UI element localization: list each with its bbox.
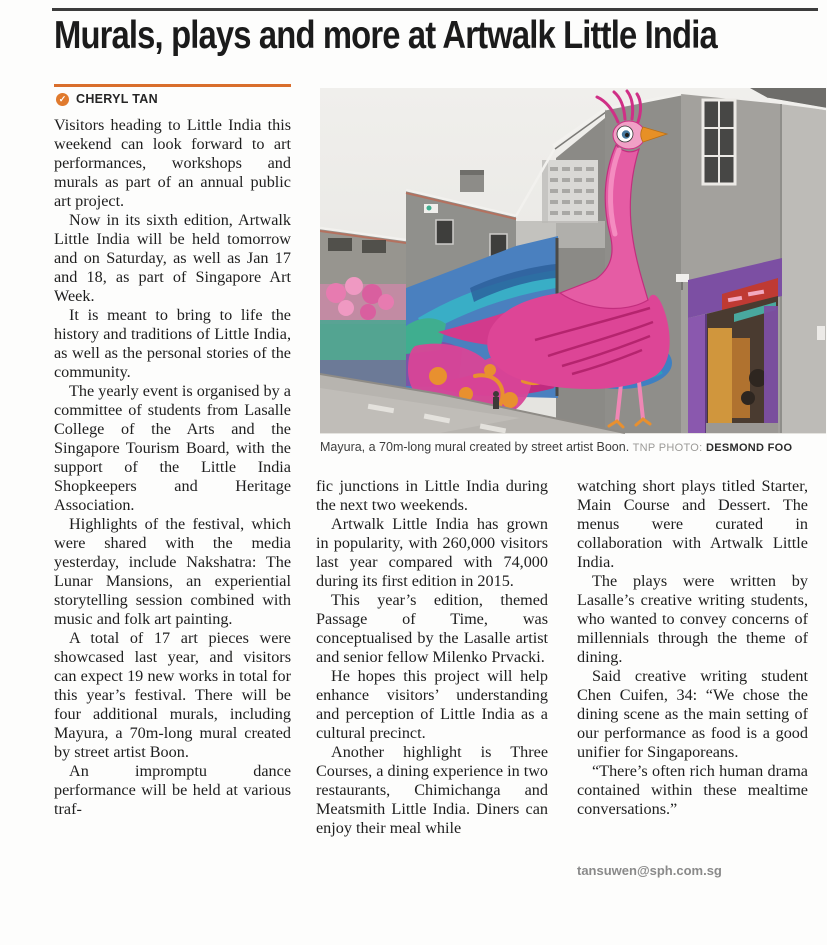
byline-rule <box>54 84 291 87</box>
paragraph: Another highlight is Three Courses, a dining experience in two restaurants, Chimichanga and Meatsmith Little India. Diners can enjoy their meal while <box>316 743 548 837</box>
byline <box>56 92 158 106</box>
byline-name: CHERYL TAN <box>76 92 158 106</box>
paragraph: An impromptu dance performance will be held at various traf- <box>54 762 291 818</box>
paragraph: “There’s often rich human drama contained within these mealtime conversations.” <box>577 762 808 818</box>
paragraph: This year’s edition, themed Passage of Time, was conceptualised by the Lasalle artist and senior fellow Milenko Prvacki. <box>316 591 548 666</box>
column-right-text <box>577 477 808 819</box>
mural-photo <box>320 88 826 434</box>
photo-caption <box>320 440 826 454</box>
paragraph: Artwalk Little India has grown in popularity, with 260,000 visitors last year compared with 74,000 during its first edition in 2015. <box>316 515 548 590</box>
page-title: Murals, plays and more at Artwalk Little India <box>54 14 717 57</box>
paragraph: The plays were written by Lasalle’s creative writing students, who wanted to convey concerns of millennials through the theme of dining. <box>577 572 808 666</box>
paragraph: Now in its sixth edition, Artwalk Little India will be held tomorrow and on Saturday, as well as Jan 17 and 18, as part of Singapore Art Week. <box>54 211 291 305</box>
column-middle <box>316 477 548 838</box>
column-left <box>54 116 291 819</box>
column-right <box>577 477 808 878</box>
photo-block <box>320 88 826 454</box>
paragraph: Highlights of the festival, which were shared with the media yesterday, include Nakshatra: The Lunar Mansions, an experiential storytelling session combined with music and folk art painting. <box>54 515 291 628</box>
paragraph: The yearly event is organised by a committee of students from Lasalle College of the Arts and the Singapore Tourism Board, with the support of the Little India Shopkeepers and Heritage Association. <box>54 382 291 514</box>
paragraph: Visitors heading to Little India this weekend can look forward to art performances, workshops and murals as part of an annual public art project. <box>54 116 291 210</box>
paragraph: It is meant to bring to life the history and traditions of Little India, as well as the personal stories of the community. <box>54 306 291 381</box>
author-email[interactable]: tansuwen@sph.com.sg <box>577 863 722 878</box>
paragraph: watching short plays titled Starter, Main Course and Dessert. The menus were curated in collaboration with Artwalk Little India. <box>577 477 808 571</box>
paragraph: Said creative writing student Chen Cuifen, 34: “We chose the dining scene as the main setting of our performance as food is a good unifier for Singaporeans. <box>577 667 808 761</box>
caption-credit-label: TNP PHOTO: <box>632 442 703 454</box>
top-rule <box>52 8 818 11</box>
paragraph: He hopes this project will help enhance visitors’ understanding and perception of Little India as a cultural precinct. <box>316 667 548 742</box>
paragraph: fic junctions in Little India during the next two weekends. <box>316 477 548 514</box>
storefront <box>688 258 782 433</box>
mural-photo-illustration <box>320 88 826 434</box>
author-badge-icon: ✓ <box>56 93 69 106</box>
caption-credit-name: DESMOND FOO <box>705 442 793 454</box>
paragraph: A total of 17 art pieces were showcased last year, and visitors can expect 19 new works in total for this year’s festival. There will be four additional murals, including Mayura, a 70m-long mural created by street artist Boon. <box>54 629 291 761</box>
caption-text: Mayura, a 70m-long mural created by street artist Boon. <box>320 440 630 454</box>
